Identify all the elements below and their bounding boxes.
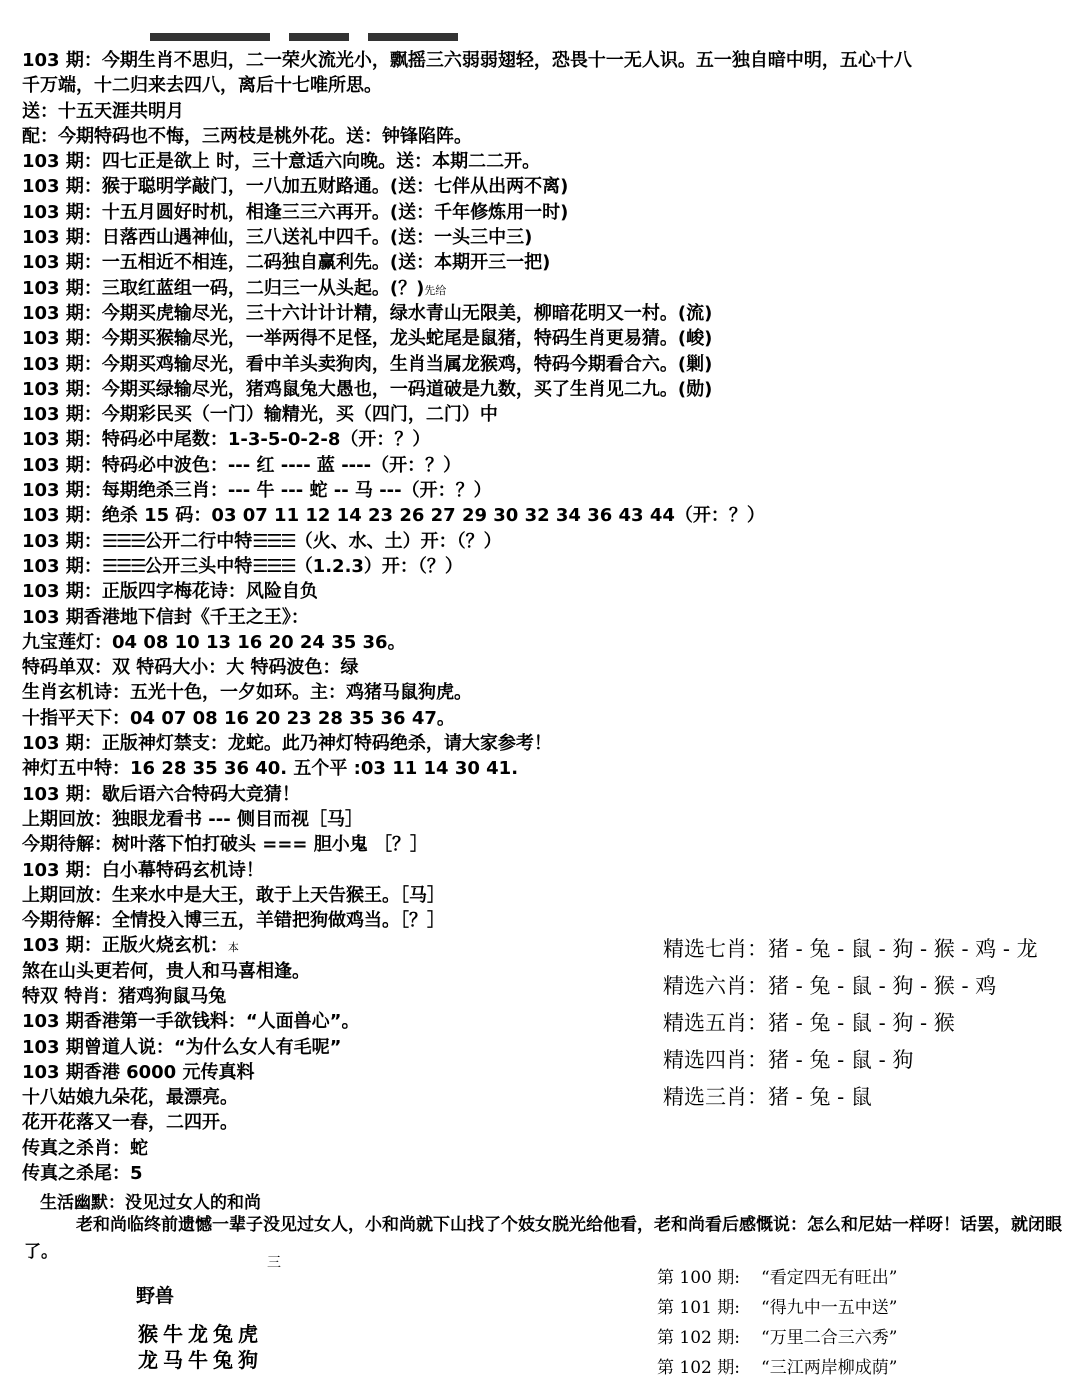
- text-line: [22, 1161, 1078, 1186]
- line-text: 103 期香港第一手欲钱料：“人面兽心”。: [22, 1011, 360, 1033]
- line-text: 103 期：四七正是欲上 时，三十意适六向晚。送：本期二二开。: [22, 151, 541, 173]
- bars-glyph: ☰☰☰: [252, 530, 295, 552]
- stray-character: 三: [267, 1255, 281, 1271]
- line-text: 103 期：今期买猴输尽光，一举两得不足怪，龙头蛇尾是鼠猪，特码生肖更易猜。(峻): [22, 328, 713, 350]
- line-mid: 公开三头中特: [144, 555, 253, 577]
- line-note: 本: [227, 941, 239, 955]
- text-line: [22, 908, 1078, 933]
- text-line: [22, 99, 1078, 124]
- line-text: 103 期：今期彩民买（一门）输精光，买（四门，二门）中: [22, 404, 498, 426]
- fragment-bar: [368, 33, 458, 41]
- text-line: [22, 250, 1078, 275]
- line-text: 十指平天下：04 07 08 16 20 23 28 35 36 47。: [22, 707, 455, 729]
- text-line: [22, 579, 1078, 604]
- line-text: 配：今期特码也不悔，三两枝是桃外花。送：钟锋陷阵。: [22, 125, 472, 147]
- text-line: [22, 352, 1078, 377]
- line-mid: 公开二行中特: [144, 530, 253, 552]
- history-text: “看定四无有旺出”: [761, 1268, 898, 1288]
- line-text: 103 期香港地下信封《千王之王》：: [22, 606, 309, 628]
- humor-body: 老和尚临终前遗憾一辈子没见过女人，小和尚就下山找了个妓女脱光给他看，老和尚看后感慨说：怎么和尼姑一样呀！话罢，就闭眼了。: [24, 1215, 1062, 1262]
- text-line: [22, 225, 1078, 250]
- line-text: 103 期：猴于聪明学敲门，一八加五财路通。(送：七伴从出两不离): [22, 176, 569, 198]
- history-line: [657, 1263, 1077, 1293]
- text-line: [22, 377, 1078, 402]
- line-text: 生肖玄机诗：五光十色，一夕如环。主：鸡猪马鼠狗虎。: [22, 682, 472, 704]
- line-text: 103 期：每期绝杀三肖：--- 牛 --- 蛇 -- 马 ---（开：？）: [22, 480, 492, 502]
- history-text: “三江两岸柳成荫”: [761, 1358, 898, 1378]
- line-prefix: 103 期：: [22, 555, 102, 577]
- line-prefix: 103 期：: [22, 530, 102, 552]
- pick-four: 精选四肖：猪 - 兔 - 鼠 - 狗: [663, 1048, 914, 1072]
- fragment-bar: [150, 33, 270, 41]
- line-text: 上期回放：独眼龙看书 --- 侧目而视［马］: [22, 808, 363, 830]
- text-line: [22, 605, 1078, 630]
- text-line: [22, 73, 1078, 98]
- line-text: 花开花落又一春，二四开。: [22, 1112, 238, 1134]
- line-text: 传真之杀肖：蛇: [22, 1137, 148, 1159]
- beast-row: 猴牛龙兔虎: [138, 1322, 263, 1346]
- history-line: [657, 1293, 1077, 1323]
- text-line: [22, 503, 1078, 528]
- text-line: [22, 1136, 1078, 1161]
- pick-six: 精选六肖：猪 - 兔 - 鼠 - 狗 - 猴 - 鸡: [663, 974, 997, 998]
- line-text: 103 期：正版火烧玄机：: [22, 935, 228, 957]
- line-note: 先给: [424, 283, 447, 297]
- history-issue: 第 100 期:: [657, 1268, 740, 1288]
- line-text: 103 期：今期买虎输尽光，三十六计计计精，绿水青山无限美，柳暗花明又一村。(流): [22, 302, 713, 324]
- history-line: [657, 1323, 1077, 1353]
- text-line: [22, 630, 1078, 655]
- history-issue: 第 101 期:: [657, 1298, 740, 1318]
- line-text: 103 期：特码必中尾数：1-3-5-0-2-8（开：？）: [22, 429, 431, 451]
- pick-seven: 精选七肖：猪 - 兔 - 鼠 - 狗 - 猴 - 鸡 - 龙: [663, 937, 1038, 961]
- line-text: 103 期：歇后语六合特码大竞猜！: [22, 783, 300, 805]
- text-line: [22, 706, 1078, 731]
- line-text: 今期待解：树叶落下怕打破头 === 胆小鬼 ［？］: [22, 834, 429, 856]
- bars-line: [22, 529, 1078, 554]
- line-text: 103 期：白小幕特码玄机诗！: [22, 859, 264, 881]
- line-text: 103 期：一五相近不相连，二码独自赢利先。(送：本期开三一把): [22, 252, 551, 274]
- history-line: [657, 1353, 1077, 1383]
- line-suffix: （1.2.3）开：（？）: [294, 555, 463, 577]
- history-text: “得九中一五中送”: [761, 1298, 898, 1318]
- line-text: 103 期：绝杀 15 码：03 07 11 12 14 23 26 27 29 30 32 34 36 43 44（开：？）: [22, 505, 765, 527]
- history-text: “万里二合三六秀”: [761, 1328, 898, 1348]
- pick-three: 精选三肖：猪 - 兔 - 鼠: [663, 1085, 872, 1109]
- line-text: 103 期：特码必中波色：--- 红 ---- 蓝 ----（开：？）: [22, 454, 462, 476]
- text-line: [22, 478, 1078, 503]
- line-text: 103 期：三取红蓝组一码，二归三一从头起。(？): [22, 277, 425, 299]
- text-line: [22, 883, 1078, 908]
- line-text: 103 期曾道人说：“为什么女人有毛呢”: [22, 1036, 342, 1058]
- bars-glyph: ☰☰☰: [101, 530, 145, 552]
- line-text: 特码单双：双 特码大小：大 特码波色：绿: [22, 657, 359, 679]
- line-text: 特双 特肖：猪鸡狗鼠马兔: [22, 985, 227, 1007]
- line-suffix: （火、水、土）开：（？）: [294, 530, 502, 552]
- zodiac-picks-block: [663, 931, 1063, 1116]
- bars-line: [22, 554, 1078, 579]
- pick-five: 精选五肖：猪 - 兔 - 鼠 - 狗 - 猴: [663, 1011, 955, 1035]
- line-text: 神灯五中特：16 28 35 36 40. 五个平 :03 11 14 30 41.: [22, 758, 519, 780]
- line-text: 103 期：正版神灯禁支：龙蛇。此乃神灯特码绝杀，请大家参考！: [22, 733, 552, 755]
- line-text: 千万端，十二归来去四八，离后十七唯所思。: [22, 75, 382, 97]
- bars-glyph: ☰☰☰: [252, 555, 295, 577]
- text-line: [22, 756, 1078, 781]
- text-line: [22, 680, 1078, 705]
- line-text: 上期回放：生来水中是大王，敢于上天告猴王。［马］: [22, 884, 445, 906]
- text-line: [22, 782, 1078, 807]
- text-line: [22, 124, 1078, 149]
- text-line: [22, 200, 1078, 225]
- line-text: 103 期：今期生肖不思归，二一荣火流光小，飘摇三六弱弱翅轻，恐畏十一无人识。五一独自暗中明，五心十八: [22, 50, 912, 71]
- history-issue: 第 102 期:: [657, 1328, 740, 1348]
- text-line: [22, 149, 1078, 174]
- line-text: 九宝莲灯：04 08 10 13 16 20 24 35 36。: [22, 631, 406, 653]
- text-line: [22, 427, 1078, 452]
- fragment-bar: [289, 33, 349, 41]
- history-issue: 第 102 期:: [657, 1358, 740, 1378]
- humor-title: 生活幽默：没见过女人的和尚: [40, 1193, 261, 1213]
- line-text: 103 期香港 6000 元传真料: [22, 1061, 255, 1083]
- text-line: [22, 326, 1078, 351]
- line-text: 103 期：正版四字梅花诗：风险自负: [22, 581, 318, 603]
- beast-row: 龙马牛兔狗: [138, 1348, 263, 1372]
- text-line: [22, 402, 1078, 427]
- text-line: [22, 731, 1078, 756]
- line-text: 传真之杀尾：5: [22, 1163, 143, 1185]
- line-text: 103 期：日落西山遇神仙，三八送礼中四千。(送：一头三中三): [22, 227, 533, 249]
- text-line: [22, 174, 1078, 199]
- bars-glyph: ☰☰☰: [101, 555, 145, 577]
- text-line: [22, 807, 1078, 832]
- line-text: 103 期：今期买鸡输尽光，看中羊头卖狗肉，生肖当属龙猴鸡，特码今期看合六。(剿): [22, 353, 713, 375]
- line-text: 103 期：今期买绿输尽光，猪鸡鼠兔大愚也，一码道破是九数，买了生肖见二九。(勋): [22, 378, 713, 400]
- line-text: 煞在山头更若何，贵人和马喜相逢。: [22, 960, 310, 982]
- text-line: [22, 832, 1078, 857]
- text-line: [22, 453, 1078, 478]
- text-line: [22, 48, 1078, 73]
- line-text: 十八姑娘九朵花，最漂亮。: [22, 1087, 238, 1109]
- cropped-top-fragment: [150, 26, 570, 46]
- text-line: [22, 276, 1078, 301]
- text-line: [22, 655, 1078, 680]
- line-text: 今期待解：全情投入博三五，羊错把狗做鸡当。［？］: [22, 910, 445, 932]
- history-block: [657, 1263, 1077, 1383]
- line-text: 103 期：十五月圆好时机，相逢三三六再开。(送：千年修炼用一时): [22, 201, 569, 223]
- beast-title: 野兽: [136, 1285, 175, 1307]
- text-line: [22, 301, 1078, 326]
- text-line: [22, 858, 1078, 883]
- line-text: 送：十五天涯共明月: [22, 100, 184, 122]
